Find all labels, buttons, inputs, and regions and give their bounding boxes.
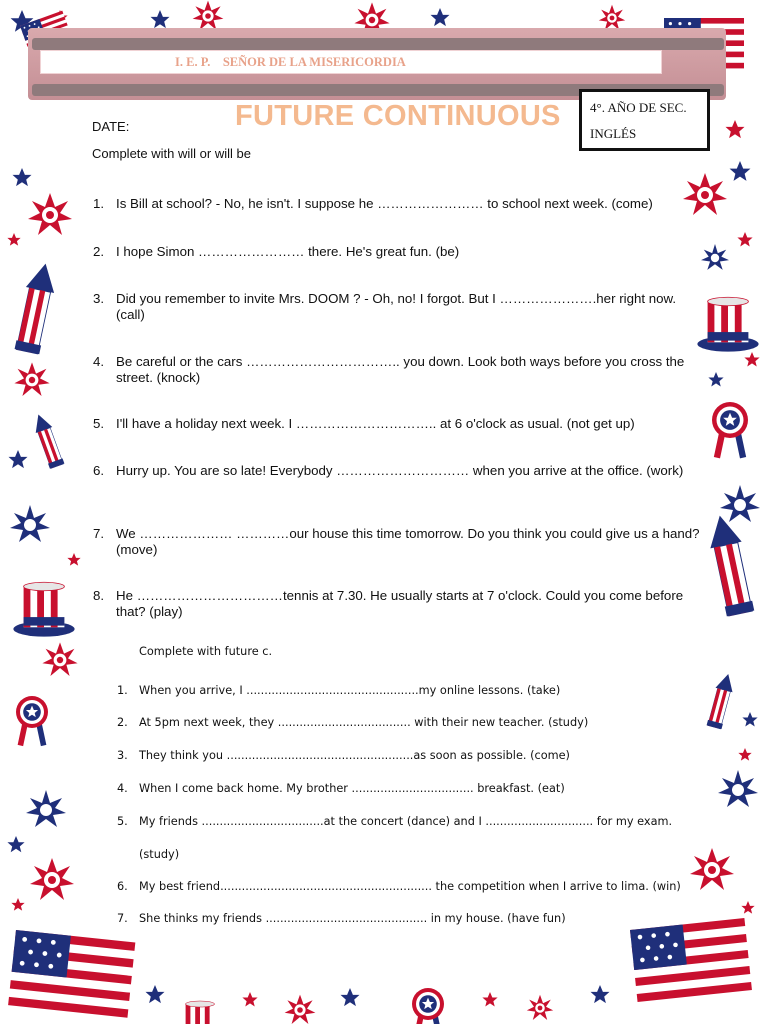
exercise-item: [117, 748, 699, 764]
worksheet-title: FUTURE CONTINUOUS: [235, 100, 561, 132]
exercise-item: [117, 683, 699, 699]
section1-instruction: Complete with will or will be: [92, 146, 251, 161]
section2-instruction: Complete with future c.: [139, 645, 273, 658]
exercise-item: [93, 463, 701, 479]
date-label: DATE:: [92, 119, 130, 134]
exercise-item: [117, 781, 699, 797]
item-number: 2.: [93, 244, 105, 259]
item-number: 7.: [93, 526, 105, 541]
exercise-item: [117, 879, 699, 895]
item-number: 3.: [117, 749, 128, 762]
exercise-item: [93, 291, 701, 323]
grade-label: 4°. AÑO DE SEC.: [590, 100, 687, 115]
item-text: My friends ..................................at the concert (dance) and I .............................. for my exam.: [139, 815, 673, 828]
subject-label: INGLÉS: [590, 126, 637, 141]
exercise-item: [117, 814, 699, 830]
banner-stripe-top: [32, 38, 724, 50]
item-number: 5.: [93, 416, 105, 431]
item-text: I'll have a holiday next week. I ………………………….. at 6 o'clock as usual. (not get up): [116, 416, 635, 431]
item-text: Be careful or the cars …………………………….. you down. Look both ways before you cross the street. (knock): [116, 354, 685, 385]
item-number: 6.: [93, 463, 105, 478]
item-text: Hurry up. You are so late! Everybody ………………………… when you arrive at the office. (work): [116, 463, 684, 478]
exercise-item-continuation: [139, 847, 699, 863]
item-text: They think you ....................................................as soon as possible. (come): [139, 749, 570, 762]
item-text: She thinks my friends ............................................. in my house. (have fun): [139, 912, 566, 925]
item-text: At 5pm next week, they ..................................... with their new teacher. (study): [139, 716, 589, 729]
item-number: 4.: [93, 354, 105, 369]
exercise-item: [117, 715, 699, 731]
item-number: 7.: [117, 912, 128, 925]
item-text: (study): [139, 848, 180, 861]
grade-box: [579, 89, 710, 151]
item-text: When you arrive, I ................................................my online lessons. (take): [139, 684, 561, 697]
school-name: I. E. P. SEÑOR DE LA MISERICORDIA: [175, 54, 406, 69]
exercise-item: [93, 588, 701, 620]
item-text: Is Bill at school? - No, he isn't. I suppose he …………………… to school next week. (come): [116, 196, 653, 211]
exercise-item: [93, 244, 701, 260]
item-number: 1.: [93, 196, 105, 211]
item-number: 6.: [117, 880, 128, 893]
item-text: When I come back home. My brother .................................. breakfast. (eat): [139, 782, 565, 795]
exercise-item: [93, 196, 701, 212]
item-text: Did you remember to invite Mrs. DOOM ? - Oh, no! I forgot. But I ………………….her right now. (call): [116, 291, 677, 322]
item-text: I hope Simon …………………… there. He's great fun. (be): [116, 244, 460, 259]
school-name-box: [40, 50, 662, 74]
item-text: We ………………… …………our house this time tomorrow. Do you think you could give us a hand? (move): [116, 526, 700, 557]
exercise-item: [93, 354, 701, 386]
item-number: 1.: [117, 684, 128, 697]
item-text: My best friend........................................................... the competition when I arrive to lima. (win): [139, 880, 681, 893]
exercise-item: [93, 526, 701, 558]
item-number: 5.: [117, 815, 128, 828]
item-number: 3.: [93, 291, 105, 306]
item-number: 8.: [93, 588, 105, 603]
exercise-item: [93, 416, 701, 432]
item-number: 2.: [117, 716, 128, 729]
exercise-item: [117, 911, 699, 927]
item-text: He ……………………………tennis at 7.30. He usually starts at 7 o'clock. Could you come before that? (play): [116, 588, 684, 619]
item-number: 4.: [117, 782, 128, 795]
